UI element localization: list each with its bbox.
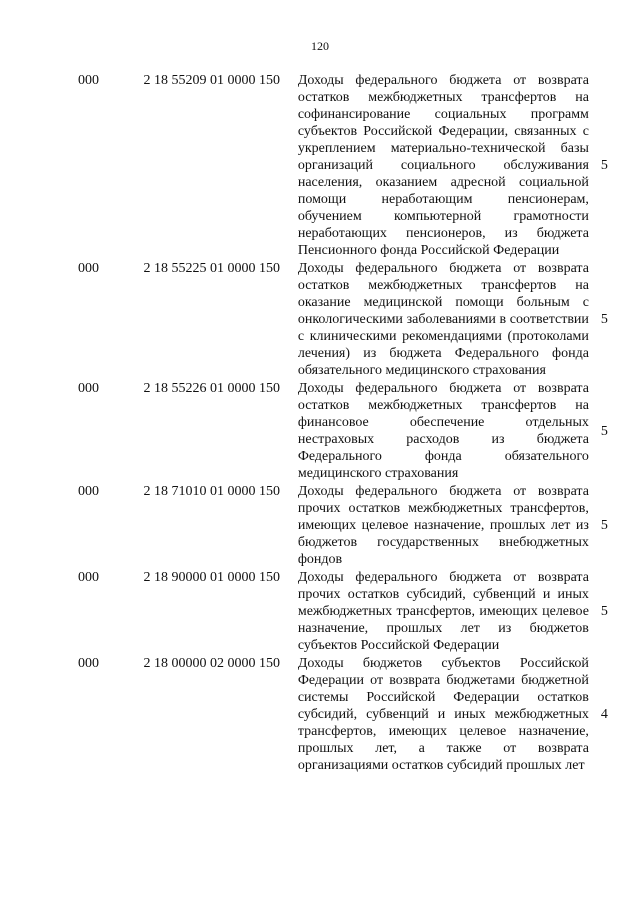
admin-code: 000 <box>78 484 99 499</box>
revenue-description: Доходы федерального бюджета от возврата остатков межбюджетных трансфертов на оказание медицинской помощи больным с онкологическими заболеваниями в соответствии с клиническими рекомендациями (протоколами лечения) из бюджета Федерального фонда обязательного медицинского страхования <box>297 261 589 378</box>
allocation-norm: 4 <box>600 707 608 722</box>
allocation-norm: 5 <box>600 423 608 439</box>
table-row <box>0 380 640 482</box>
kbk-code: 2 18 90000 01 0000 150 <box>143 570 281 585</box>
admin-code: 000 <box>78 261 99 276</box>
revenue-description: Доходы бюджетов субъектов Российской Федерации от возврата бюджетами бюджетной системы Российской Федерации остатков субсидий, субвенций и иных межбюджетных трансфертов, имеющих целевое назначение, прошлых лет, а также от возврата организациями остатков субсидий прошлых лет <box>297 656 589 773</box>
table-row <box>0 569 640 654</box>
allocation-norm: 5 <box>600 604 608 619</box>
revenue-description: Доходы федерального бюджета от возврата остатков межбюджетных трансфертов на софинансирование социальных программ субъектов Российской Федерации, связанных с укреплением материально-технической базы организаций социального обслуживания населения, оказанием адресной социальной помощи неработающим пенсионерам, обучением компьютерной грамотности неработающих пенсионеров, из бюджета Пенсионного фонда Российской Федерации <box>297 73 589 258</box>
revenue-table <box>0 72 640 775</box>
revenue-description: Доходы федерального бюджета от возврата прочих остатков межбюджетных трансфертов, имеющих целевое назначение, прошлых лет из бюджетов государственных внебюджетных фондов <box>297 484 589 567</box>
admin-code: 000 <box>78 381 99 396</box>
kbk-code: 2 18 00000 02 0000 150 <box>143 656 281 671</box>
page-number: 120 <box>311 39 329 53</box>
table-row <box>0 655 640 774</box>
revenue-description: Доходы федерального бюджета от возврата прочих остатков субсидий, субвенций и иных межбюджетных трансфертов, имеющих целевое назначение, прошлых лет из бюджетов субъектов Российской Федерации <box>297 570 589 653</box>
admin-code: 000 <box>78 570 99 585</box>
kbk-code: 2 18 71010 01 0000 150 <box>143 484 281 499</box>
allocation-norm: 5 <box>600 518 608 533</box>
allocation-norm: 5 <box>600 312 608 327</box>
kbk-code: 2 18 55226 01 0000 150 <box>143 381 281 396</box>
kbk-code: 2 18 55225 01 0000 150 <box>143 261 281 276</box>
table-row <box>0 483 640 568</box>
kbk-code: 2 18 55209 01 0000 150 <box>143 73 281 88</box>
allocation-norm: 5 <box>600 158 608 173</box>
table-row <box>0 72 640 259</box>
revenue-description: Доходы федерального бюджета от возврата остатков межбюджетных трансфертов на финансовое обеспечение отдельных нестраховых расходов из бюджета Федерального фонда обязательного медицинского страхования <box>297 381 589 481</box>
admin-code: 000 <box>78 656 99 671</box>
table-row <box>0 260 640 379</box>
admin-code: 000 <box>78 73 99 88</box>
